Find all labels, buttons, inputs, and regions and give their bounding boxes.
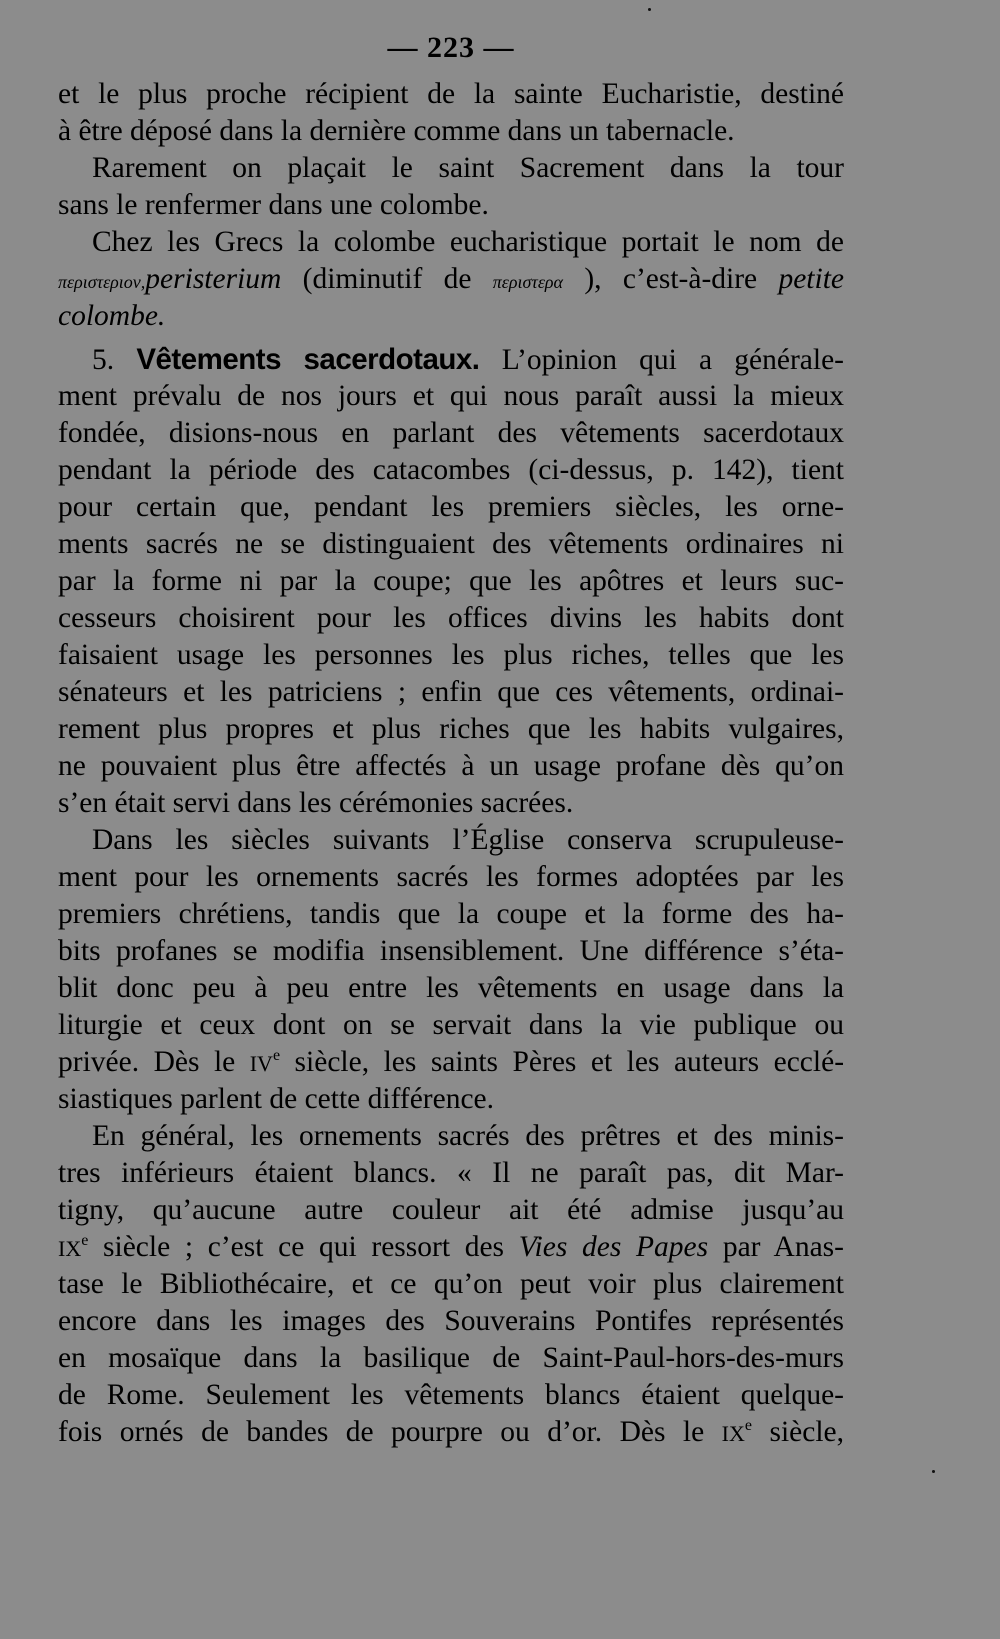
text-line: par la forme ni par la coupe; que les apôtres et leurs suc- (58, 565, 844, 597)
text-line (58, 298, 844, 335)
text-line: bits profanes se modifia insensiblement. Une différence s’éta- (58, 935, 844, 967)
superscript: e (272, 1047, 281, 1065)
roman-numeral: IX (721, 1421, 745, 1446)
section-number: 5. (92, 344, 137, 376)
text-line: tase le Bibliothécaire, et ce qu’on peut voir plus clairement (58, 1268, 844, 1300)
text-line: ment pour les ornements sacrés les formes adoptées par les (58, 861, 844, 893)
text-line: ment prévalu de nos jours et qui nous paraît aussi la mieux (58, 380, 844, 412)
text-line: en mosaïque dans la basilique de Saint-Paul-hors-des-murs (58, 1342, 844, 1374)
text-line: premiers chrétiens, tandis que la coupe et la forme des ha- (58, 898, 844, 930)
italic-term: peristerium (145, 263, 282, 295)
text-line: fondée, disions-nous en parlant des vêtements sacerdotaux (58, 417, 844, 449)
text-line: blit donc peu à peu entre les vêtements en usage dans la (58, 972, 844, 1004)
italic-term: colombe. (58, 300, 166, 332)
scan-speck (932, 1470, 935, 1473)
text-line: s’en était servi dans les cérémonies sacrées. (58, 787, 574, 819)
text-line: Chez les Grecs la colombe eucharistique portait le nom de (92, 226, 844, 258)
text-line: tres inférieurs étaient blancs. « Il ne paraît pas, dit Mar- (58, 1157, 844, 1189)
text-line: sans le renfermer dans une colombe. (58, 189, 489, 221)
roman-numeral: IV (249, 1051, 273, 1076)
text-line: à être déposé dans la dernière comme dans un tabernacle. (58, 115, 735, 147)
page-number: — 223 — (387, 31, 515, 64)
text-line: pour certain que, pendant les premiers siècles, les orne- (58, 491, 844, 523)
text-line: Rarement on plaçait le saint Sacrement dans la tour (92, 152, 844, 184)
text-line: de Rome. Seulement les vêtements blancs étaient quelque- (58, 1379, 844, 1411)
italic-term: petite (778, 263, 844, 295)
text-line: ne pouvaient plus être affectés à un usage profane dès qu’on (58, 750, 844, 782)
text-line: liturgie et ceux dont on se servait dans la vie publique ou (58, 1009, 844, 1041)
greek-word: περιστερα (492, 272, 564, 292)
text-line: encore dans les images des Souverains Pontifes représentés (58, 1305, 844, 1337)
text-line: faisaient usage les personnes les plus riches, telles que les (58, 639, 844, 671)
roman-numeral: IX (58, 1236, 82, 1261)
italic-title: Vies des Papes (518, 1231, 709, 1263)
superscript: e (81, 1232, 89, 1250)
text-line: En général, les ornements sacrés des prêtres et des minis- (92, 1120, 844, 1152)
text-line: fois ornés de bandes de pourpre ou d’or. Dès le IXe siècle, (58, 1416, 844, 1448)
text-line: περιστεριον,peristerium (diminutif de περιστερα ), c’est-à-dire petite (58, 263, 844, 295)
superscript: e (744, 1417, 752, 1435)
scan-speck (648, 8, 651, 11)
greek-word: περιστεριον, (58, 272, 146, 292)
text-line: tigny, qu’aucune autre couleur ait été admise jusqu’au (58, 1194, 844, 1226)
section-heading-line: 5. Vêtements sacerdotaux. L’opinion qui a générale- (92, 343, 844, 376)
text-line: rement plus propres et plus riches que les habits vulgaires, (58, 713, 844, 745)
section-heading: Vêtements sacerdotaux. (136, 343, 480, 376)
book-page (58, 28, 844, 1588)
text-line: IXe siècle ; c’est ce qui ressort des Vies des Papes par Anas- (58, 1231, 844, 1263)
text-line: siastiques parlent de cette différence. (58, 1083, 495, 1115)
text-line: pendant la période des catacombes (ci-dessus, p. 142), tient (58, 454, 844, 486)
text-line: ments sacrés ne se distinguaient des vêtements ordinaires ni (58, 528, 844, 560)
text-line: sénateurs et les patriciens ; enfin que ces vêtements, ordinai- (58, 676, 844, 708)
text-line: et le plus proche récipient de la sainte Eucharistie, destiné (58, 78, 844, 110)
text-line: Dans les siècles suivants l’Église conserva scrupuleuse- (92, 824, 844, 856)
text-line: cesseurs choisirent pour les offices divins les habits dont (58, 602, 844, 634)
text-line: privée. Dès le IVe siècle, les saints Pères et les auteurs ecclé- (58, 1046, 845, 1078)
